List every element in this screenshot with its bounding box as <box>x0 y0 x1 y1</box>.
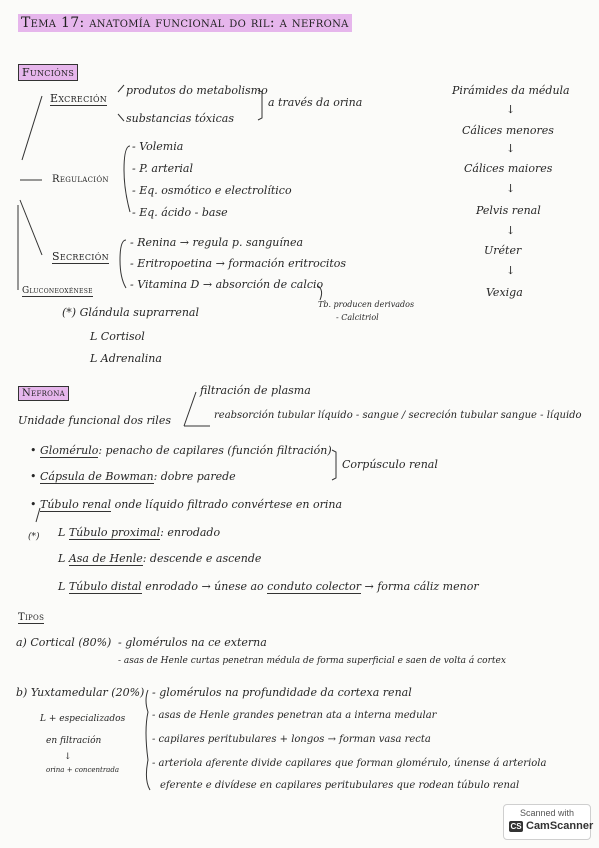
sec-note-2: - Calcitriol <box>336 313 379 322</box>
tubulo-term: Túbulo renal <box>40 498 112 511</box>
camscanner-badge <box>503 804 594 840</box>
asa-line: L Asa de Henle: descende e ascende <box>58 552 262 565</box>
yuxt-note-3: orina + concentrada <box>46 766 119 774</box>
corpusculo-label: Corpúsculo renal <box>342 458 438 471</box>
reg-item-2: - Eq. osmótico e electrolítico <box>132 184 292 197</box>
gland-item-1: L Adrenalina <box>90 352 162 365</box>
distal-prefix: L <box>58 580 66 593</box>
filtracion-text: filtración de plasma <box>200 384 311 397</box>
distal-term: Túbulo distal <box>68 580 142 593</box>
prox-line: L Túbulo proximal: enrodado <box>58 526 221 539</box>
prox-term: Túbulo proximal <box>68 526 161 539</box>
flow-arrow-7: ↓ <box>506 224 516 237</box>
flow-arrow-1: ↓ <box>506 103 516 116</box>
secrecion-label: Secreción <box>52 250 109 263</box>
flow-arrow-5: ↓ <box>506 182 516 195</box>
nefrona-heading: Nefrona <box>18 386 69 401</box>
flow-arrow-3: ↓ <box>506 142 516 155</box>
gluconeo-label: Gluconeoxénese <box>22 286 93 296</box>
exc-item-0: produtos do metabolismo <box>126 84 268 97</box>
sec-item-0: - Renina → regula p. sanguínea <box>130 236 304 249</box>
gland-item-0: L Cortisol <box>90 330 145 343</box>
page-title: Tema 17: anatomía funcional do ril: a nefrona <box>18 14 352 32</box>
glomerulo-desc: : penacho de capilares (función filtración) <box>98 444 332 457</box>
sec-item-1: - Eritropoetina → formación eritrocitos <box>130 257 347 270</box>
camscanner-logo-icon: CS <box>510 822 522 831</box>
sec-item-2: - Vitamina D → absorción de calcio <box>130 278 324 291</box>
flow-0: Pirámides da médula <box>452 84 570 97</box>
tubulo-desc: onde líquido filtrado convértese en orina <box>114 498 343 511</box>
tubulo-line: • Túbulo renal onde líquido filtrado convértese en orina <box>30 498 343 511</box>
cort-item-1: - asas de Henle curtas penetran médula de forma superficial e saen de volta á cortex <box>118 656 506 666</box>
distal-desc: enrodado → únese ao <box>145 580 264 593</box>
capsula-desc: : dobre parede <box>153 470 236 483</box>
gland-label: (*) Glándula suprarrenal <box>62 306 200 319</box>
regulacion-label: Regulación <box>52 174 109 185</box>
sec-note-1: Tb. producen derivados <box>318 300 415 309</box>
colector-term: conduto colector <box>267 580 361 593</box>
reg-item-1: - P. arterial <box>132 162 193 175</box>
yuxt-item-2: - capilares peritubulares + longos → forman vasa recta <box>152 734 431 745</box>
flow-arrow-9: ↓ <box>506 264 516 277</box>
yuxt-item-3: - arteriola aferente divide capilares que forman glomérulo, únense á arteriola <box>152 758 547 769</box>
flow-2: Cálices menores <box>462 124 554 137</box>
distal-line <box>58 580 479 593</box>
capsula-line: • Cápsula de Bowman: dobre parede <box>30 470 236 483</box>
exc-item-1: substancias tóxicas <box>126 112 234 125</box>
glomerulo-term: Glomérulo <box>40 444 99 457</box>
yuxt-label: b) Yuxtamedular (20%) <box>16 686 145 699</box>
colector-desc: → forma cáliz menor <box>364 580 479 593</box>
unidade-text: Unidade funcional dos riles <box>18 414 171 427</box>
funcions-heading: Funcións <box>18 64 78 81</box>
cortical-label: a) Cortical (80%) <box>16 636 112 649</box>
reg-item-0: - Volemia <box>132 140 184 153</box>
star-marker: (*) <box>28 532 40 542</box>
glomerulo-line: • Glomérulo: penacho de capilares (función filtración) <box>30 444 332 457</box>
yuxt-note-1: en filtración <box>46 736 102 746</box>
yuxt-item-1: - asas de Henle grandes penetran ata a interna medular <box>152 710 437 721</box>
reg-item-3: - Eq. ácido - base <box>132 206 228 219</box>
scanner-line1: Scanned with <box>520 808 575 818</box>
yuxt-item-4: eferente e divídese en capilares peritubulares que rodean túbulo renal <box>160 780 520 791</box>
asa-term: Asa de Henle <box>68 552 143 565</box>
scanner-line2: CamScanner <box>526 820 594 832</box>
flow-8: Uréter <box>484 244 522 257</box>
reab-text: reabsorción tubular líquido - sangue / secreción tubular sangue - líquido <box>214 410 582 421</box>
capsula-term: Cápsula de Bowman <box>40 470 154 483</box>
asa-desc: : descende e ascende <box>142 552 262 565</box>
flow-4: Cálices maiores <box>464 162 553 175</box>
flow-10: Vexiga <box>486 286 523 299</box>
tipos-heading: Tipos <box>18 612 45 623</box>
cort-item-0: - glomérulos na ce externa <box>118 636 267 649</box>
prox-desc: : enrodado <box>160 526 221 539</box>
yuxt-note-2: ↓ <box>64 752 72 762</box>
exc-result: a través da orina <box>268 96 363 109</box>
yuxt-note-0: L + especializados <box>40 714 126 724</box>
flow-6: Pelvis renal <box>476 204 541 217</box>
yuxt-item-0: - glomérulos na profundidade da cortexa renal <box>152 686 412 699</box>
excrecion-label: Excreción <box>50 92 108 105</box>
